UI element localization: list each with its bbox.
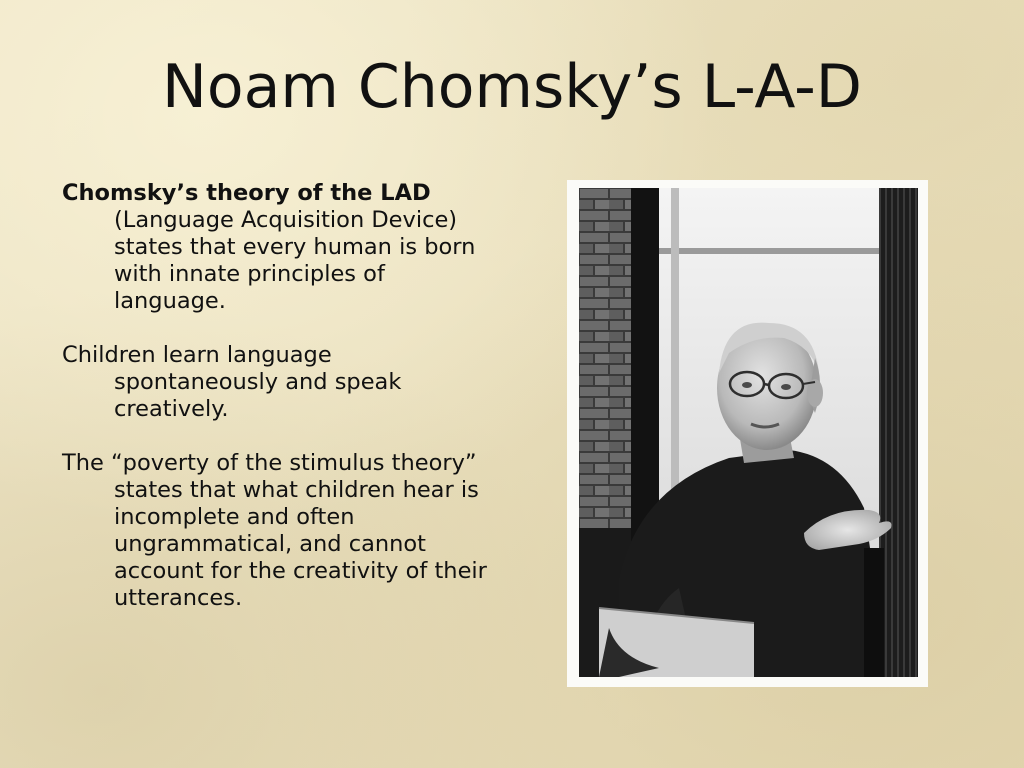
portrait-illustration — [579, 188, 918, 677]
paragraph-poverty-stimulus — [62, 450, 492, 612]
paragraph-text: Children learn language spontaneously and speak creatively. — [62, 342, 402, 422]
paragraph-text: (Language Acquisition Device) states that every human is born with innate principles of language. — [114, 207, 476, 314]
paragraph-lad-theory — [62, 180, 492, 315]
portrait-photo-frame — [567, 180, 928, 687]
slide-title: Noam Chomsky’s L-A-D — [161, 52, 863, 122]
paragraph-children-learn — [62, 342, 492, 423]
paragraph-bold-lead: Chomsky’s theory of the LAD — [62, 180, 431, 206]
portrait-photo — [579, 188, 918, 677]
body-text — [62, 180, 492, 639]
paragraph-text: The “poverty of the stimulus theory” states that what children hear is incomplete and often ungrammatical, and cannot account for the creativity of their utterances. — [62, 450, 487, 611]
